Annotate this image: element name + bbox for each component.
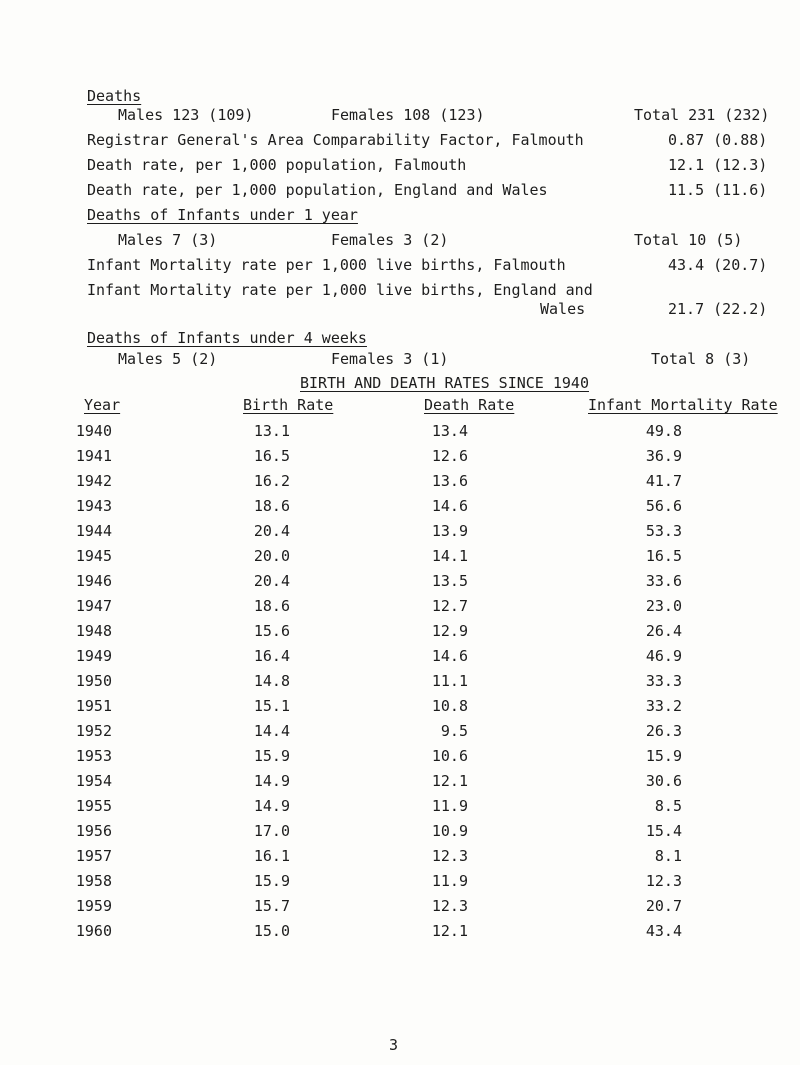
- birth-rate-cell: 15.0: [253, 922, 290, 940]
- death-rate-cell: 14.6: [431, 647, 468, 665]
- birth-rate-cell: 20.4: [253, 572, 290, 590]
- infant-mortality-cell: 15.4: [645, 822, 682, 840]
- year-cell: 1956: [75, 822, 112, 840]
- death-rate-england-label: Death rate, per 1,000 population, England and Wales: [87, 181, 548, 199]
- infant-mortality-cell: 36.9: [645, 447, 682, 465]
- infant-mortality-falmouth-label: Infant Mortality rate per 1,000 live births, Falmouth: [87, 256, 566, 274]
- infant-mortality-cell: 23.0: [645, 597, 682, 615]
- infant-mortality-cell: 26.3: [645, 722, 682, 740]
- birth-rate-cell: 15.6: [253, 622, 290, 640]
- year-cell: 1960: [75, 922, 112, 940]
- table-row: [0, 447, 800, 471]
- year-cell: 1945: [75, 547, 112, 565]
- table-row: [0, 822, 800, 846]
- column-header-infant-mortality-rate: Infant Mortality Rate: [588, 396, 778, 414]
- death-rate-cell: 11.9: [431, 872, 468, 890]
- year-cell: 1957: [75, 847, 112, 865]
- infant-mortality-england-label-cont: Wales: [540, 300, 586, 318]
- infants-under-4w-females: Females 3 (1): [331, 350, 449, 368]
- year-cell: 1940: [75, 422, 112, 440]
- comparability-factor-label: Registrar General's Area Comparability Factor, Falmouth: [87, 131, 584, 149]
- infant-mortality-cell: 20.7: [645, 897, 682, 915]
- infant-mortality-cell: 12.3: [645, 872, 682, 890]
- infants-under-1-males: Males 7 (3): [118, 231, 218, 249]
- year-cell: 1954: [75, 772, 112, 790]
- death-rate-cell: 12.6: [431, 447, 468, 465]
- infants-under-4w-heading: Deaths of Infants under 4 weeks: [87, 329, 367, 347]
- table-row: [0, 697, 800, 721]
- table-row: [0, 797, 800, 821]
- table-row: [0, 897, 800, 921]
- column-header-year: Year: [84, 396, 121, 414]
- birth-rate-cell: 20.4: [253, 522, 290, 540]
- infant-mortality-cell: 46.9: [645, 647, 682, 665]
- infant-mortality-cell: 16.5: [645, 547, 682, 565]
- death-rate-cell: 9.5: [440, 722, 468, 740]
- infants-under-4w-males: Males 5 (2): [118, 350, 218, 368]
- deaths-total: Total 231 (232): [634, 106, 770, 124]
- year-cell: 1946: [75, 572, 112, 590]
- infant-mortality-cell: 56.6: [645, 497, 682, 515]
- infant-mortality-cell: 30.6: [645, 772, 682, 790]
- birth-rate-cell: 18.6: [253, 497, 290, 515]
- table-row: [0, 572, 800, 596]
- infant-mortality-cell: 49.8: [645, 422, 682, 440]
- infants-under-1-heading: Deaths of Infants under 1 year: [87, 206, 358, 224]
- death-rate-cell: 12.7: [431, 597, 468, 615]
- table-row: [0, 647, 800, 671]
- year-cell: 1942: [75, 472, 112, 490]
- infant-mortality-cell: 53.3: [645, 522, 682, 540]
- death-rate-cell: 10.6: [431, 747, 468, 765]
- death-rate-cell: 12.3: [431, 897, 468, 915]
- death-rate-cell: 10.9: [431, 822, 468, 840]
- table-row: [0, 522, 800, 546]
- infant-mortality-cell: 26.4: [645, 622, 682, 640]
- infant-mortality-cell: 33.2: [645, 697, 682, 715]
- infants-under-1-females: Females 3 (2): [331, 231, 449, 249]
- table-row: [0, 622, 800, 646]
- birth-rate-cell: 15.7: [253, 897, 290, 915]
- birth-rate-cell: 18.6: [253, 597, 290, 615]
- death-rate-cell: 13.4: [431, 422, 468, 440]
- birth-rate-cell: 14.4: [253, 722, 290, 740]
- year-cell: 1955: [75, 797, 112, 815]
- column-header-birth-rate: Birth Rate: [243, 396, 334, 414]
- death-rate-cell: 10.8: [431, 697, 468, 715]
- year-cell: 1951: [75, 697, 112, 715]
- infants-under-4w-total: Total 8 (3): [651, 350, 751, 368]
- birth-rate-cell: 15.9: [253, 747, 290, 765]
- deaths-males: Males 123 (109): [118, 106, 254, 124]
- table-row: [0, 422, 800, 446]
- death-rate-cell: 12.9: [431, 622, 468, 640]
- year-cell: 1943: [75, 497, 112, 515]
- table-row: [0, 722, 800, 746]
- year-cell: 1949: [75, 647, 112, 665]
- year-cell: 1947: [75, 597, 112, 615]
- table-title: BIRTH AND DEATH RATES SINCE 1940: [300, 374, 589, 392]
- infant-mortality-cell: 8.1: [654, 847, 682, 865]
- birth-rate-cell: 16.2: [253, 472, 290, 490]
- infant-mortality-cell: 33.3: [645, 672, 682, 690]
- birth-rate-cell: 16.1: [253, 847, 290, 865]
- death-rate-cell: 13.9: [431, 522, 468, 540]
- death-rate-cell: 13.6: [431, 472, 468, 490]
- infant-mortality-cell: 8.5: [654, 797, 682, 815]
- page-number: 3: [389, 1036, 399, 1054]
- table-row: [0, 772, 800, 796]
- year-cell: 1941: [75, 447, 112, 465]
- birth-rate-cell: 14.9: [253, 772, 290, 790]
- table-row: [0, 672, 800, 696]
- year-cell: 1958: [75, 872, 112, 890]
- birth-rate-cell: 16.4: [253, 647, 290, 665]
- year-cell: 1950: [75, 672, 112, 690]
- infant-mortality-england-value: 21.7 (22.2): [668, 300, 768, 318]
- infant-mortality-england-label: Infant Mortality rate per 1,000 live births, England and: [87, 281, 593, 299]
- deaths-females: Females 108 (123): [331, 106, 485, 124]
- year-cell: 1959: [75, 897, 112, 915]
- table-row: [0, 847, 800, 871]
- birth-rate-cell: 16.5: [253, 447, 290, 465]
- table-row: [0, 747, 800, 771]
- birth-rate-cell: 15.1: [253, 697, 290, 715]
- table-row: [0, 597, 800, 621]
- infant-mortality-cell: 43.4: [645, 922, 682, 940]
- death-rate-falmouth-value: 12.1 (12.3): [668, 156, 768, 174]
- birth-rate-cell: 14.8: [253, 672, 290, 690]
- death-rate-cell: 13.5: [431, 572, 468, 590]
- year-cell: 1953: [75, 747, 112, 765]
- birth-rate-cell: 14.9: [253, 797, 290, 815]
- infant-mortality-cell: 33.6: [645, 572, 682, 590]
- comparability-factor-value: 0.87 (0.88): [668, 131, 768, 149]
- infant-mortality-cell: 15.9: [645, 747, 682, 765]
- death-rate-cell: 11.1: [431, 672, 468, 690]
- birth-rate-cell: 13.1: [253, 422, 290, 440]
- infants-under-1-total: Total 10 (5): [634, 231, 743, 249]
- infant-mortality-cell: 41.7: [645, 472, 682, 490]
- table-row: [0, 922, 800, 946]
- table-row: [0, 547, 800, 571]
- year-cell: 1948: [75, 622, 112, 640]
- death-rate-cell: 12.3: [431, 847, 468, 865]
- deaths-heading: Deaths: [87, 87, 142, 105]
- death-rate-england-value: 11.5 (11.6): [668, 181, 768, 199]
- death-rate-cell: 14.6: [431, 497, 468, 515]
- death-rate-cell: 11.9: [431, 797, 468, 815]
- year-cell: 1944: [75, 522, 112, 540]
- birth-rate-cell: 15.9: [253, 872, 290, 890]
- birth-rate-cell: 17.0: [253, 822, 290, 840]
- death-rate-falmouth-label: Death rate, per 1,000 population, Falmouth: [87, 156, 467, 174]
- table-row: [0, 497, 800, 521]
- death-rate-cell: 12.1: [431, 922, 468, 940]
- column-header-death-rate: Death Rate: [424, 396, 515, 414]
- infant-mortality-falmouth-value: 43.4 (20.7): [668, 256, 768, 274]
- birth-rate-cell: 20.0: [253, 547, 290, 565]
- year-cell: 1952: [75, 722, 112, 740]
- death-rate-cell: 14.1: [431, 547, 468, 565]
- death-rate-cell: 12.1: [431, 772, 468, 790]
- table-row: [0, 472, 800, 496]
- table-row: [0, 872, 800, 896]
